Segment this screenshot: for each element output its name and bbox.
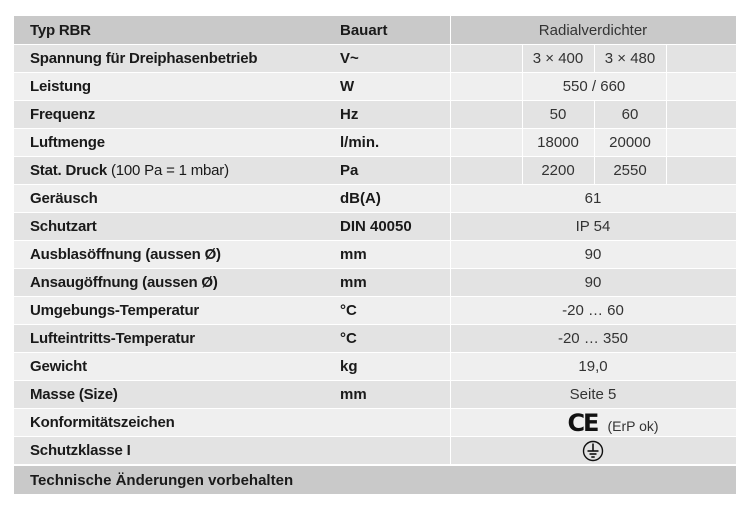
spec-unit: mm	[340, 386, 367, 403]
spec-unit: mm	[340, 274, 367, 291]
spec-value: 61	[584, 190, 602, 207]
spec-label: Leistung	[30, 78, 91, 95]
spec-value: -20 … 350	[557, 330, 629, 347]
spec-unit: °C	[340, 330, 357, 347]
spec-row-size	[14, 381, 736, 409]
spec-label: Gewicht	[30, 358, 87, 375]
spec-label-note: (100 Pa = 1 mbar)	[110, 162, 229, 179]
spec-value-a: 18000	[537, 134, 579, 151]
spec-row-ambient-temp	[14, 297, 736, 325]
spec-row-inlet	[14, 269, 736, 297]
spec-label: Schutzklasse I	[30, 442, 131, 459]
spec-unit: °C	[340, 302, 357, 319]
spec-unit: DIN 40050	[340, 218, 412, 235]
spec-row-air-inlet-temp	[14, 325, 736, 353]
spec-value-b: 3 × 480	[604, 50, 656, 67]
column-divider	[666, 157, 667, 184]
header-type-label: Typ RBR	[30, 21, 91, 39]
spec-value: IP 54	[575, 218, 611, 235]
spec-value-a: 3 × 400	[532, 50, 584, 67]
spec-value: Seite 5	[569, 386, 617, 403]
spec-unit: Hz	[340, 106, 359, 123]
column-divider	[666, 45, 667, 72]
spec-row-weight	[14, 353, 736, 381]
ce-mark-icon: CE	[567, 408, 598, 437]
protective-earth-icon	[582, 440, 604, 462]
spec-value-b: 20000	[609, 134, 651, 151]
erp-note: (ErP ok)	[607, 417, 659, 434]
spec-unit: V~	[340, 50, 359, 67]
spec-value: 90	[584, 246, 602, 263]
spec-row-voltage	[14, 45, 736, 73]
spec-label: Konformitätszeichen	[30, 414, 175, 431]
column-divider	[450, 157, 451, 184]
spec-unit: mm	[340, 246, 367, 263]
spec-row-airflow	[14, 129, 736, 157]
header-bauart-value: Radialverdichter	[538, 21, 648, 39]
column-divider	[450, 101, 451, 128]
spec-label: Spannung für Dreiphasenbetrieb	[30, 50, 258, 67]
spec-label	[30, 157, 229, 184]
spec-label: Masse (Size)	[30, 386, 118, 403]
spec-value: 550 / 660	[562, 78, 626, 95]
spec-table	[14, 16, 736, 465]
spec-value: 90	[584, 274, 602, 291]
column-divider	[450, 129, 451, 156]
spec-row-protection-class	[14, 437, 736, 465]
spec-label: Ansaugöffnung (aussen Ø)	[30, 274, 218, 291]
spec-value-b: 2550	[613, 162, 647, 179]
column-divider	[666, 129, 667, 156]
column-divider	[666, 101, 667, 128]
spec-label: Schutzart	[30, 218, 97, 235]
spec-value	[450, 409, 736, 436]
spec-label: Luftmenge	[30, 134, 105, 151]
spec-value: 19,0	[578, 358, 608, 375]
spec-unit: Pa	[340, 162, 359, 179]
spec-unit: W	[340, 78, 355, 95]
spec-unit: l/min.	[340, 134, 380, 151]
spec-row-frequency	[14, 101, 736, 129]
spec-label: Umgebungs-Temperatur	[30, 302, 200, 319]
spec-row-power	[14, 73, 736, 101]
spec-value-a: 50	[549, 106, 567, 123]
header-bauart-label: Bauart	[340, 21, 388, 39]
header-row	[14, 16, 736, 45]
footer-note: Technische Änderungen vorbehalten	[30, 471, 294, 489]
spec-label-main: Stat. Druck	[30, 162, 107, 179]
spec-row-noise	[14, 185, 736, 213]
footer-note-bar	[14, 466, 736, 494]
spec-row-conformity	[14, 409, 736, 437]
spec-label: Frequenz	[30, 106, 96, 123]
spec-row-static-pressure	[14, 157, 736, 185]
column-divider	[450, 73, 451, 100]
spec-unit: dB(A)	[340, 190, 381, 207]
spec-label: Ausblasöffnung (aussen Ø)	[30, 246, 221, 263]
spec-row-protection	[14, 213, 736, 241]
column-divider	[666, 73, 667, 100]
spec-row-outlet	[14, 241, 736, 269]
spec-value-a: 2200	[541, 162, 575, 179]
spec-label: Lufteintritts-Temperatur	[30, 330, 195, 347]
spec-value: -20 … 60	[562, 302, 624, 319]
column-divider	[450, 45, 451, 72]
spec-value-b: 60	[621, 106, 639, 123]
spec-label: Geräusch	[30, 190, 98, 207]
spec-value	[450, 437, 736, 464]
spec-unit: kg	[340, 358, 358, 375]
